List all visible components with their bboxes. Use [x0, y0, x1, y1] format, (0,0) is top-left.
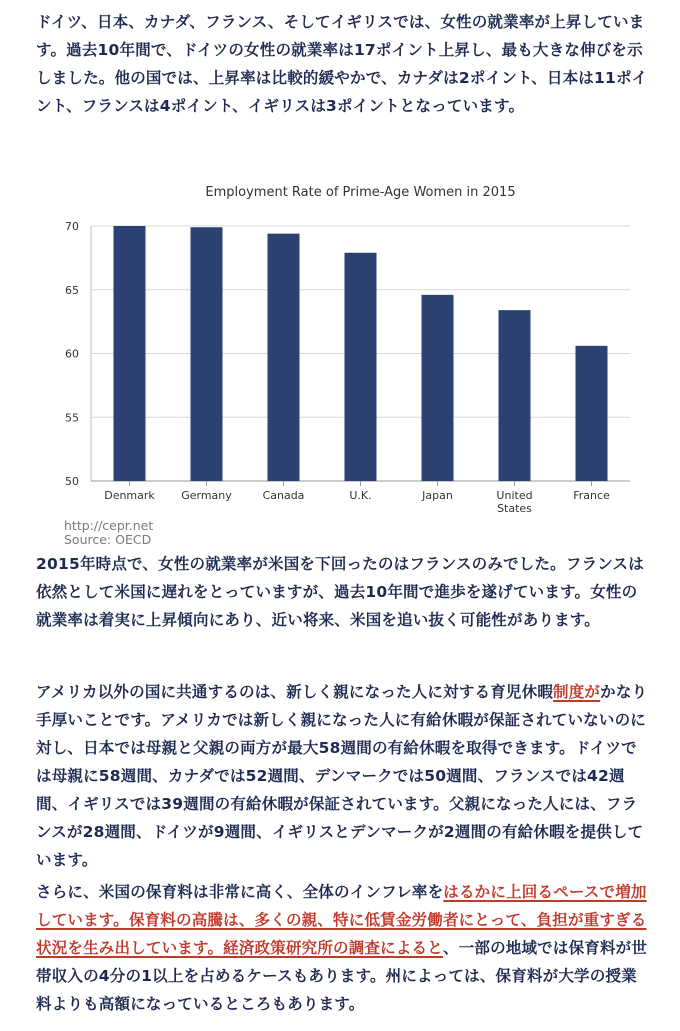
chart-source-oecd: Source: OECD	[64, 532, 152, 547]
france-paragraph: 2015年時点で、女性の就業率が米国を下回ったのはフランスのみでした。フランスは依然として米国に遅れをとっていますが、過去10年間で進歩を遂げています。女性の就業率は着実に上昇傾向にあり、近い将来、米国を追い抜く可能性があります。	[36, 555, 644, 629]
bar-u-k	[345, 253, 377, 481]
bar-united-states	[499, 310, 531, 481]
bar-canada	[268, 234, 300, 481]
bar-france	[576, 346, 608, 481]
chart-title: Employment Rate of Prime-Age Women in 2015	[205, 185, 516, 200]
x-tick-label: United	[496, 489, 533, 502]
y-tick-label: 65	[65, 283, 79, 297]
parental-leave-text-start: アメリカ以外の国に共通するのは、新しく親になった人に対する育児休暇	[36, 683, 554, 701]
parental-leave-text-end: かなり手厚いことです。アメリカでは新しく親になった人に有給休暇が保証されていないのに対し、日本では母親と父親の両方が最大58週間の有給休暇を取得できます。ドイツでは母親に58週間、カナダでは52週間、デンマークでは50週間、フランスでは42週間、イギリスでは39週間の有給休暇が保証されています。父親になった人には、フランスが28週間、ドイツが9週間、イギリスとデンマークが2週間の有給休暇を提供しています。	[36, 683, 648, 869]
x-tick-label: States	[497, 502, 532, 515]
x-tick-label: Japan	[422, 489, 453, 502]
childcare-paragraph	[36, 878, 648, 1018]
x-tick-label: France	[573, 489, 610, 502]
bar-germany	[191, 227, 223, 481]
chart-svg	[40, 170, 640, 550]
y-tick-label: 60	[65, 347, 79, 361]
employment-rate-chart	[40, 170, 640, 550]
x-tick-label: Germany	[181, 489, 232, 502]
x-tick-label: Canada	[262, 489, 305, 502]
y-tick-label: 55	[65, 411, 79, 425]
parental-leave-paragraph	[36, 678, 648, 874]
parental-leave-link[interactable]: 制度が	[553, 683, 601, 701]
bar-japan	[422, 295, 454, 481]
childcare-cost-link[interactable]: はるかに上回るペースで増加しています。保育料の高騰は、多くの親、特に低賃金労働者にとって、負担が重すぎる状況を生み出しています。経済政策研究所の調査によると	[36, 883, 647, 957]
chart-source-url: http://cepr.net	[64, 518, 154, 533]
childcare-text-end: 、一部の地域では保育料が世帯収入の4分の1以上を占めるケースもあります。州によっては、保育料が大学の授業料よりも高額になっているところもあります。	[36, 939, 648, 1013]
childcare-text-start: さらに、米国の保育料は非常に高く、全体のインフレ率を	[36, 883, 444, 901]
bar-denmark	[114, 226, 146, 481]
intro-paragraph: ドイツ、日本、カナダ、フランス、そしてイギリスでは、女性の就業率が上昇しています。過去10年間で、ドイツの女性の就業率は17ポイント上昇し、最も大きな伸びを示しました。他の国では、上昇率は比較的緩やかで、カナダは2ポイント、日本は11ポイント、フランスは4ポイント、イギリスは3ポイントとなっています。	[36, 13, 648, 115]
x-tick-label: U.K.	[349, 489, 372, 502]
y-tick-label: 70	[65, 220, 79, 233]
x-tick-label: Denmark	[104, 489, 155, 502]
y-tick-label: 50	[65, 475, 79, 488]
